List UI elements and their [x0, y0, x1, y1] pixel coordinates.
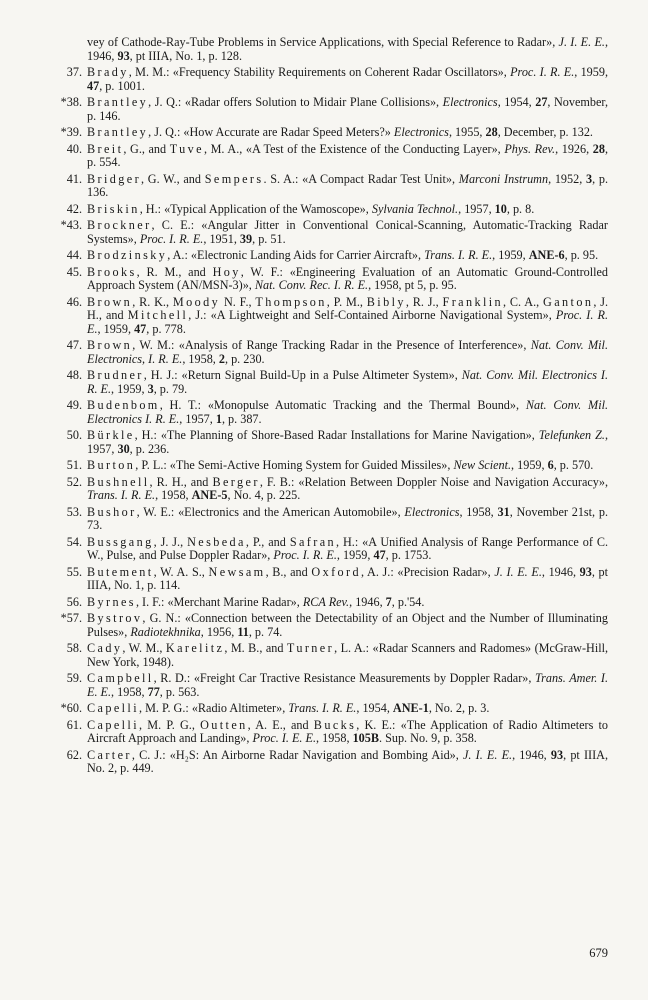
reference-number: 59.	[66, 671, 82, 685]
author-surname: Bridger	[87, 171, 142, 186]
reference-entry	[38, 566, 608, 593]
reference-entry	[38, 702, 608, 716]
reference-text	[87, 596, 608, 610]
citation-text: vey of Cathode-Ray-Tube Problems in Service Applications, with Special Reference to Radar»,	[87, 35, 559, 49]
citation-text: , J. Q.: «How Accurate are Radar Speed Meters?»	[148, 125, 394, 139]
reference-entry	[38, 749, 608, 776]
author-surname: Karelitz	[165, 641, 225, 655]
author-surname: Sempers	[204, 171, 264, 186]
reference-text	[87, 339, 608, 366]
author-surname: Ganton	[543, 294, 594, 309]
author-surname: Oxford	[311, 564, 361, 579]
author-surname: Brown	[87, 338, 133, 352]
citation-text: , pt IIIA, No. 1, p. 128.	[129, 48, 243, 63]
author-surname: Newsam	[208, 564, 266, 579]
citation-text: , No. 2, p. 3.	[428, 701, 490, 715]
author-surname: Brockner	[87, 218, 152, 232]
citation-text: , W. E.: «Electronics and the American Automobile»,	[136, 504, 405, 519]
author-surname: Breit	[87, 141, 124, 156]
reference-number: 62.	[66, 747, 82, 762]
citation-text: , H.: «Typical Application of the Wamoscope»,	[139, 201, 372, 216]
author-surname: Bucks	[313, 717, 357, 732]
citation-text: , 1946,	[87, 35, 608, 63]
citation-text: , J.: «A Lightweight and Self-Contained Airborne Navigational System»,	[188, 308, 556, 322]
reference-number: 48.	[66, 368, 82, 382]
author-surname: Turner	[286, 641, 335, 655]
journal-title: Nat. Conv. Mil. Electronics, I. R. E.	[87, 338, 608, 366]
reference-number: 40.	[66, 141, 82, 156]
citation-text: , p. 95.	[564, 248, 599, 262]
author-surname: Brown	[87, 294, 133, 309]
reference-text	[87, 642, 608, 669]
citation-text: , 1959,	[111, 381, 148, 396]
reference-entry	[38, 66, 608, 93]
journal-title: Phys. Rev.	[504, 141, 556, 156]
citation-text: , p. 74.	[248, 624, 283, 639]
reference-text	[87, 126, 608, 140]
author-surname: Budenbom	[87, 398, 160, 412]
reference-text	[87, 399, 608, 426]
citation-text: , R. K.,	[132, 294, 173, 309]
journal-title: Radiotekhnika	[130, 624, 201, 639]
citation-text: , M. A., «A Test of the Existence of the Conducting Layer»,	[203, 141, 505, 156]
author-surname: Bibly	[366, 294, 406, 309]
citation-text: , 1946,	[541, 564, 580, 579]
citation-text: , K. E.: «The Application of Radio Altimeters to Aircraft Approach and Landing»,	[87, 717, 609, 745]
volume-number: 47	[134, 321, 147, 336]
citation-text: , 1926,	[555, 141, 593, 156]
volume-number: 30	[117, 441, 130, 456]
author-surname: Bystrov	[87, 611, 143, 625]
author-surname: Hoy	[212, 264, 241, 279]
citation-text: , 1959,	[492, 248, 529, 262]
citation-text: , P., and	[245, 534, 290, 549]
citation-text: , P. L.: «The Semi-Active Homing System for Guided Missiles»,	[135, 458, 454, 472]
reference-text	[87, 612, 608, 639]
reference-number: 53.	[66, 504, 82, 519]
citation-text: , M. P. G.,	[139, 717, 201, 732]
author-surname: Bushnell	[87, 474, 150, 489]
reference-text	[87, 96, 608, 123]
reference-number: 54.	[66, 534, 82, 549]
citation-text: , 1957,	[87, 428, 608, 456]
volume-number: ANE-5	[191, 488, 228, 502]
reference-number: 41.	[66, 171, 82, 186]
citation-text: , P. M.,	[326, 294, 367, 309]
citation-text: , 1959,	[511, 458, 548, 472]
reference-text	[87, 266, 608, 293]
reference-text	[87, 219, 608, 246]
reference-entry	[38, 173, 608, 200]
author-surname: Berger	[212, 474, 260, 489]
volume-number: 6	[547, 458, 554, 472]
citation-text: , M. M.: «Frequency Stability Requirements on Coherent Radar Oscillators»,	[128, 65, 511, 79]
reference-text	[87, 249, 608, 263]
reference-entry	[38, 459, 608, 473]
reference-text	[87, 369, 608, 396]
volume-number: 31	[497, 504, 510, 519]
citation-text: , W. M.,	[122, 641, 166, 655]
citation-text: , 1956,	[200, 624, 238, 639]
journal-title: Sylvania Technol.	[371, 201, 459, 216]
author-surname: Outten	[200, 717, 248, 732]
reference-number: 61.	[66, 717, 82, 732]
reference-number: 56.	[66, 594, 82, 609]
reference-number: *43.	[60, 218, 82, 232]
volume-number: 2	[218, 351, 225, 366]
reference-number: 44.	[66, 248, 82, 262]
author-surname: Franklin	[442, 294, 504, 309]
volume-number: 47	[87, 78, 100, 93]
reference-entry	[38, 612, 608, 639]
author-surname: Thompson	[255, 294, 327, 309]
journal-title: Electronics	[393, 125, 449, 139]
volume-number: ANE-1	[392, 701, 429, 715]
citation-text: , p. 8.	[506, 201, 535, 216]
reference-text	[87, 672, 608, 699]
author-surname: Capelli	[87, 717, 139, 732]
journal-title: Trans. I. R. E.	[288, 701, 357, 715]
volume-number: 39	[239, 231, 253, 246]
journal-title: Proc. I. E. E.	[252, 731, 317, 745]
citation-text: , 1958,	[155, 488, 192, 502]
reference-number: *57.	[60, 611, 82, 625]
citation-text: , H. J.: «Return Signal Build-Up in a Pulse Altimeter System»,	[143, 368, 462, 382]
citation-text: , M. B., and	[224, 641, 287, 655]
journal-title: Nat. Conv. Mil. Electronics I. R. E.	[87, 368, 608, 396]
author-surname: Safran	[289, 534, 337, 549]
reference-number: 45.	[66, 264, 82, 279]
reference-number: 50.	[66, 428, 82, 442]
citation-text: , G. N.: «Connection between the Detectability of an Object and the Number of Illuminating Pulses»,	[87, 611, 608, 639]
volume-number: 10	[494, 201, 507, 216]
volume-number: 28	[485, 125, 498, 139]
volume-number: 93	[550, 747, 564, 762]
author-surname: Brooks	[87, 264, 137, 279]
author-surname: Bussgang	[87, 534, 154, 549]
volume-number: 3	[586, 171, 593, 186]
citation-text: , I. F.: «Merchant Marine Radar»,	[135, 594, 303, 609]
reference-entries	[38, 66, 608, 776]
reference-text	[87, 702, 608, 716]
citation-text: , p. 1753.	[385, 548, 432, 562]
citation-text: , 1959,	[97, 321, 135, 336]
journal-title: Marconi Instrumn	[458, 171, 549, 186]
citation-text: , C. J.: «H₂S: An Airborne Radar Navigation and Bombing Aid»,	[131, 747, 463, 762]
citation-text: , 1958,	[459, 504, 498, 519]
journal-title: Electronics	[442, 95, 498, 109]
citation-text: , H.: «The Planning of Shore-Based Radar Installations for Marine Navigation»,	[134, 428, 539, 442]
citation-text: , R. M., and	[136, 264, 213, 279]
reference-number: 52.	[66, 474, 82, 489]
citation-text: , 1954,	[356, 701, 393, 715]
citation-text: , p. 136.	[87, 171, 609, 199]
reference-text	[87, 143, 608, 170]
volume-number: 93	[117, 48, 130, 63]
author-surname: Brantley	[87, 95, 149, 109]
citation-text: , 1958,	[316, 731, 353, 745]
reference-entry	[38, 476, 608, 503]
citation-text: , R. J.,	[405, 294, 443, 309]
journal-title: Trans. Amer. I. E. E.	[87, 671, 608, 699]
citation-text: , pt IIIA, No. 2, p. 449.	[87, 747, 608, 775]
author-surname: Byrnes	[87, 594, 136, 609]
citation-text: , p. 554.	[87, 141, 608, 169]
page-number: 679	[589, 946, 608, 960]
author-surname: Capelli	[87, 701, 139, 715]
reference-number: 49.	[66, 398, 82, 412]
citation-text: , J. J.,	[153, 534, 188, 549]
author-surname: Brodzinsky	[87, 248, 168, 262]
reference-entry	[38, 642, 608, 669]
citation-text: , R. D.: «Freight Car Tractive Resistance Measurements by Doppler Radar»,	[153, 671, 535, 685]
reference-number: 42.	[66, 201, 82, 216]
citation-text: , December, p. 132.	[497, 125, 593, 139]
citation-text: , J. Q.: «Radar offers Solution to Midair Plane Collisions»,	[148, 95, 443, 109]
citation-text: . S. A.: «A Compact Radar Test Unit»,	[263, 171, 459, 186]
author-surname: Brady	[87, 65, 129, 79]
author-surname: Carter	[87, 747, 132, 762]
citation-text: , M. P. G.: «Radio Altimeter»,	[139, 701, 289, 715]
reference-entry	[38, 296, 608, 337]
reference-text	[87, 506, 608, 533]
citation-text: , November, p. 146.	[87, 95, 609, 123]
citation-text: , L. A.: «Radar Scanners and Radomes» (McGraw-Hill, New York, 1948).	[87, 641, 609, 669]
journal-title: New Scient.	[453, 458, 512, 472]
citation-text: , p. 236.	[129, 441, 170, 456]
reference-number: 55.	[66, 564, 82, 579]
reference-entry	[38, 219, 608, 246]
journal-title: Proc. I. R. E.	[87, 308, 608, 336]
citation-text: , p. 51.	[252, 231, 286, 246]
citation-text: N. F.,	[220, 294, 256, 309]
reference-text	[87, 66, 608, 93]
reference-number: 47.	[66, 338, 82, 352]
journal-title: Electronics	[404, 504, 460, 519]
volume-number: 28	[592, 141, 605, 156]
reference-number: *39.	[60, 125, 82, 139]
reference-text	[87, 749, 608, 776]
citation-text: , 1958,	[111, 684, 148, 699]
reference-text	[87, 719, 608, 746]
journal-title: Nat. Conv. Mil. Electronics I. R. E.	[87, 398, 609, 426]
journal-title: Telefunken Z.	[538, 428, 605, 442]
citation-text: , 1957,	[458, 201, 495, 216]
reference-entry	[38, 506, 608, 533]
journal-title: Trans. I. R. E.	[424, 248, 493, 262]
author-surname: Mitchell	[127, 308, 189, 322]
journal-title: Proc. I. R. E.	[273, 548, 337, 562]
citation-text: , 1958, pt 5, p. 95.	[368, 278, 457, 292]
volume-number: 7	[385, 594, 392, 609]
reference-number: 46.	[66, 294, 82, 309]
citation-text: , R. H., and	[149, 474, 213, 489]
citation-text: , November 21st, p. 73.	[87, 504, 608, 532]
journal-title: J. I. E. E.	[463, 747, 513, 762]
reference-entry	[38, 96, 608, 123]
volume-number: 105B	[352, 731, 379, 745]
reference-entry	[38, 672, 608, 699]
reference-entry	[38, 143, 608, 170]
citation-text: , G. W., and	[141, 171, 205, 186]
volume-number: 3	[147, 381, 154, 396]
volume-number: 77	[147, 684, 160, 699]
citation-text: , p. 1001.	[99, 78, 145, 93]
reference-number: *60.	[60, 701, 82, 715]
reference-entry	[38, 719, 608, 746]
journal-title: RCA Rev.	[302, 594, 350, 609]
reference-text	[87, 429, 608, 456]
volume-number: 27	[535, 95, 548, 109]
author-surname: Cady	[87, 641, 123, 655]
author-surname: Butement	[87, 564, 154, 579]
citation-text: , W. A. S.,	[153, 564, 209, 579]
citation-text: , p. 79.	[153, 381, 188, 396]
citation-text: , C. E.: «Angular Jitter in Conventional Conical-Scanning, Automatic-Tracking Radar Systems»,	[87, 218, 608, 246]
reference-text	[87, 459, 608, 473]
citation-text: , 1957,	[179, 411, 216, 426]
reference-entry	[38, 596, 608, 610]
volume-number: 47	[373, 548, 386, 562]
citation-text: , 1951,	[203, 231, 240, 246]
journal-title: Trans. I. R. E.	[87, 488, 156, 502]
reference-entry	[38, 399, 608, 426]
citation-text: , A. J.: «Precision Radar»,	[361, 564, 495, 579]
citation-text: , J. H., and	[87, 294, 609, 322]
reference-entry	[38, 203, 608, 217]
reference-text	[87, 536, 608, 563]
volume-number: 1	[215, 411, 222, 426]
citation-text: , No. 4, p. 225.	[227, 488, 301, 502]
citation-text: , H.: «A Unified Analysis of Range Performance of C. W., Pulse, and Pulse Doppler Radar»,	[87, 534, 608, 562]
citation-text: , 1952,	[548, 171, 586, 186]
citation-text: , 1958,	[182, 351, 219, 366]
reference-entry	[38, 369, 608, 396]
citation-text: , 1955,	[448, 125, 486, 139]
reference-entry	[38, 126, 608, 140]
reference-text	[87, 173, 608, 200]
citation-text: , B., and	[265, 564, 312, 579]
reference-text	[87, 203, 608, 217]
author-surname: Bushor	[87, 504, 137, 519]
author-surname: Burton	[87, 458, 136, 472]
author-surname: Tuve	[169, 141, 204, 156]
reference-text	[87, 476, 608, 503]
reference-entry	[38, 339, 608, 366]
author-surname: Brantley	[87, 125, 149, 139]
citation-text: , pt IIIA, No. 1, p. 114.	[87, 564, 609, 592]
citation-text: , 1946,	[512, 747, 551, 762]
continued-reference	[38, 36, 608, 63]
reference-entry	[38, 536, 608, 563]
citation-text: , A.: «Electronic Landing Aids for Carrier Aircraft»,	[167, 248, 425, 262]
journal-title: J. I. E. E.	[494, 564, 542, 579]
reference-number: 37.	[66, 65, 82, 79]
citation-text: , 1959,	[336, 548, 374, 562]
citation-text: , H. T.: «Monopulse Automatic Tracking and the Thermal Bound»,	[159, 398, 526, 412]
reference-number: *38.	[60, 95, 82, 109]
author-surname: Briskin	[87, 201, 140, 216]
citation-text: , C. A.,	[503, 294, 544, 309]
reference-entry	[38, 266, 608, 293]
citation-text: , W. F.: «Engineering Evaluation of an Automatic Ground-Controlled Approach System (AN/MSN-3)»,	[87, 264, 609, 292]
citation-text: , p.'54.	[391, 594, 425, 609]
author-surname: Nesbeda	[187, 534, 246, 549]
citation-text: , G., and	[123, 141, 170, 156]
citation-text: . Sup. No. 9, p. 358.	[379, 731, 477, 745]
journal-title: Nat. Conv. Rec. I. R. E.	[254, 278, 369, 292]
citation-text: , F. B.: «Relation Between Doppler Noise and Navigation Accuracy»,	[259, 474, 609, 489]
volume-number: 11	[237, 624, 249, 639]
citation-text: , A. E., and	[247, 717, 314, 732]
reference-list	[38, 36, 608, 779]
citation-text: , 1946,	[349, 594, 386, 609]
citation-text: , p. 387.	[221, 411, 262, 426]
citation-text: , 1959,	[574, 65, 608, 79]
author-surname: Moody	[172, 294, 221, 309]
author-surname: Brudner	[87, 368, 144, 382]
citation-text: , p. 570.	[553, 458, 594, 472]
reference-number: 58.	[66, 641, 82, 655]
citation-text: , p. 778.	[146, 321, 186, 336]
journal-title: Proc. I. R. E.	[510, 65, 575, 79]
citation-text: , 1954,	[497, 95, 536, 109]
reference-entry	[38, 249, 608, 263]
reference-text	[87, 296, 608, 337]
reference-text	[87, 566, 608, 593]
author-surname: Campbell	[87, 671, 154, 685]
reference-number: 51.	[66, 458, 82, 472]
volume-number: ANE-6	[528, 248, 565, 262]
journal-title: Proc. I. R. E.	[139, 231, 204, 246]
reference-entry	[38, 429, 608, 456]
citation-text: , p. 230.	[224, 351, 265, 366]
citation-text: , p. 563.	[159, 684, 200, 699]
journal-title: J. I. E. E.	[558, 35, 605, 49]
citation-text: , W. M.: «Analysis of Range Tracking Radar in the Presence of Interference»,	[132, 338, 531, 352]
volume-number: 93	[579, 564, 592, 579]
author-surname: Bürkle	[87, 428, 135, 442]
